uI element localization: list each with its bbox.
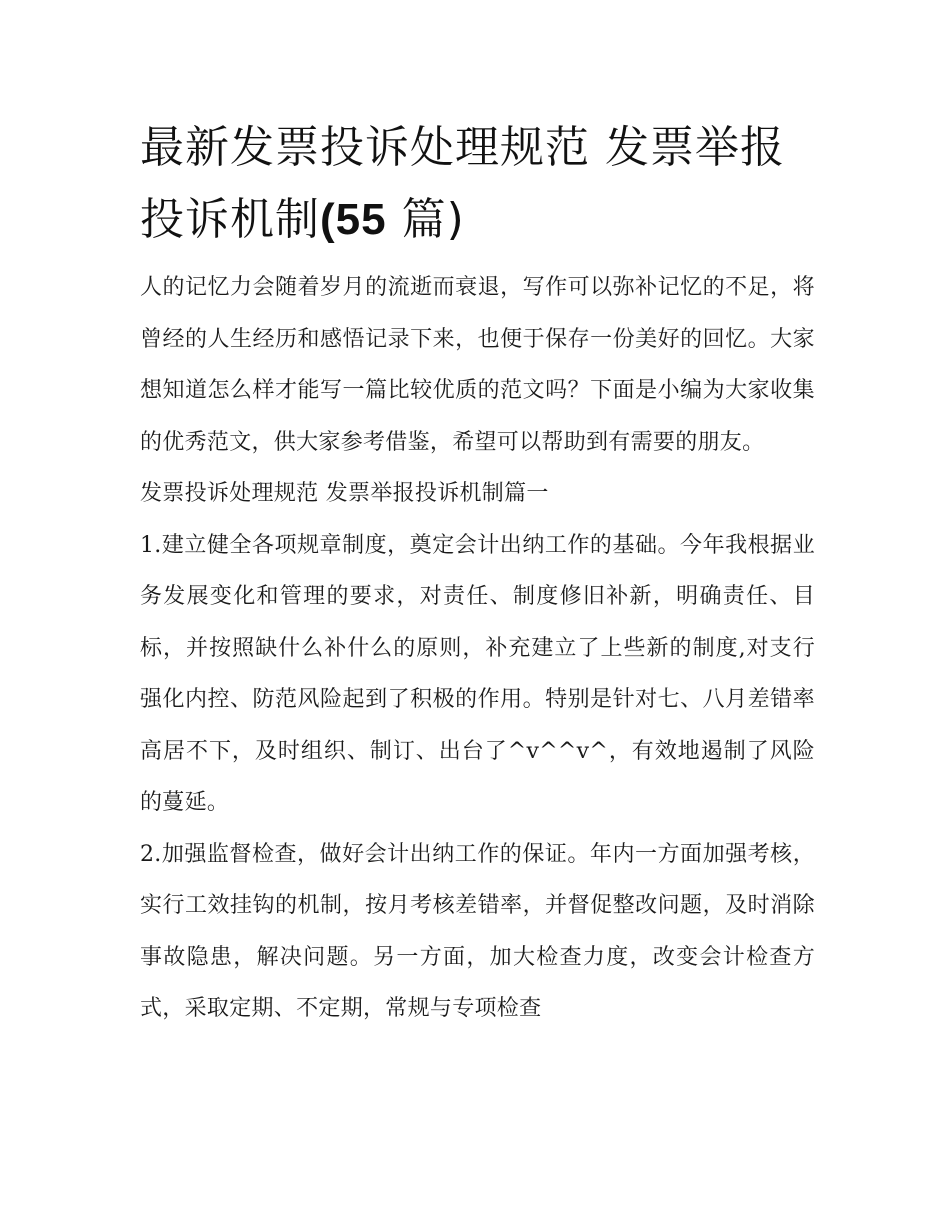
document-title	[140, 112, 815, 256]
intro-paragraph: 人的记忆力会随着岁月的流逝而衰退，写作可以弥补记忆的不足，将曾经的人生经历和感悟记录下来，也便于保存一份美好的回忆。大家想知道怎么样才能写一篇比较优质的范文吗？下面是小编为大家收集的优秀范文，供大家参考借鉴，希望可以帮助到有需要的朋友。	[140, 275, 815, 455]
document-page	[140, 112, 815, 1035]
title-paren-open: (	[320, 195, 336, 244]
title-main-text: 最新发票投诉处理规范 发票举报投诉机制	[140, 122, 785, 245]
title-suffix: 篇)	[386, 194, 465, 245]
section-heading: 发票投诉处理规范 发票举报投诉机制篇一	[140, 481, 549, 506]
title-number: 55	[335, 195, 387, 244]
item-2-paragraph: 2.加强监督检查，做好会计出纳工作的保证。年内一方面加强考核，实行工效挂钩的机制，按月考核差错率，并督促整改问题，及时消除事故隐患，解决问题。另一方面，加大检查力度，改变会计检查方式，采取定期、不定期，常规与专项检查	[140, 841, 815, 1021]
item-1-paragraph: 1.建立健全各项规章制度，奠定会计出纳工作的基础。今年我根据业务发展变化和管理的要求，对责任、制度修旧补新，明确责任、目标，并按照缺什么补什么的原则，补充建立了上些新的制度,对支行强化内控、防范风险起到了积极的作用。特别是针对七、八月差错率高居不下，及时组织、制订、出台了^v^^v^，有效地遏制了风险的蔓延。	[140, 532, 815, 815]
